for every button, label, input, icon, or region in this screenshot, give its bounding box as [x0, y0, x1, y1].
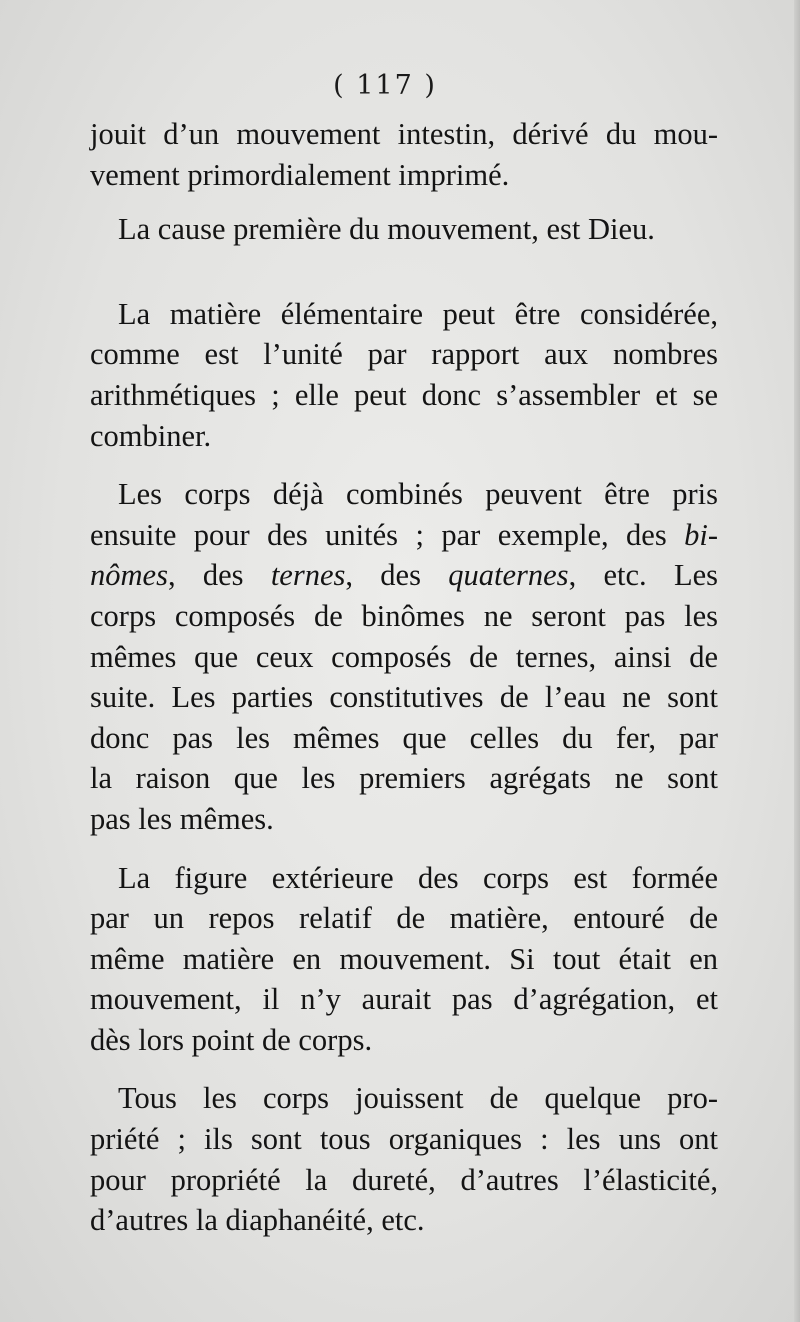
text-line: donc pas les mêmes que celles du fer, par: [90, 720, 718, 755]
text-line: La matière élémentaire peut être considérée,: [118, 296, 718, 331]
paragraph-2: [90, 209, 718, 250]
text-line: priété ; ils sont tous organiques : les uns ont: [90, 1122, 718, 1157]
page-edge-shadow: [794, 0, 800, 1322]
text-line: pour propriété la dureté, d’autres l’élasticité,: [90, 1162, 718, 1197]
text-line: pas les mêmes.: [90, 801, 274, 836]
text-line: mouvement, il n’y aurait pas d’agrégation, et: [90, 982, 718, 1017]
paragraph-3: [90, 294, 718, 456]
text-line: vement primordialement imprimé.: [90, 157, 510, 192]
text-line: mêmes que ceux composés de ternes, ainsi de: [90, 639, 718, 674]
text-line: jouit d’un mouvement intestin, dérivé du mou-: [90, 117, 718, 151]
text-line: d’autres la diaphanéité, etc.: [90, 1203, 425, 1238]
paragraph-6: [90, 1078, 718, 1240]
text-line: arithmétiques ; elle peut donc s’assembler et se: [90, 377, 718, 412]
text-line: Les corps déjà combinés peuvent être pris: [118, 477, 718, 512]
paragraph-1: [90, 114, 718, 195]
text-line: suite. Les parties constitutives de l’eau ne sont: [90, 680, 718, 715]
text-line: la raison que les premiers agrégats ne sont: [90, 761, 718, 796]
paragraph-4: [90, 474, 718, 839]
text-line: même matière en mouvement. Si tout était en: [90, 941, 718, 976]
text-line: corps composés de binômes ne seront pas les: [90, 598, 718, 633]
text-line: nômes, des ternes, des quaternes, etc. Les: [90, 558, 718, 593]
text-line: La figure extérieure des corps est formée: [118, 860, 718, 895]
text-line: par un repos relatif de matière, entouré de: [90, 901, 718, 936]
text-line: comme est l’unité par rapport aux nombres: [90, 337, 718, 372]
text-line: dès lors point de corps.: [90, 1022, 373, 1057]
body-text: [90, 114, 718, 1241]
text-line: Tous les corps jouissent de quelque pro-: [118, 1081, 718, 1116]
text-line: combiner.: [90, 418, 212, 453]
paragraph-5: [90, 858, 718, 1061]
page-number: ( 117 ): [333, 70, 437, 101]
text-line: ensuite pour des unités ; par exemple, des bi-: [90, 517, 718, 552]
text-line: La cause première du mouvement, est Dieu.: [118, 212, 655, 247]
